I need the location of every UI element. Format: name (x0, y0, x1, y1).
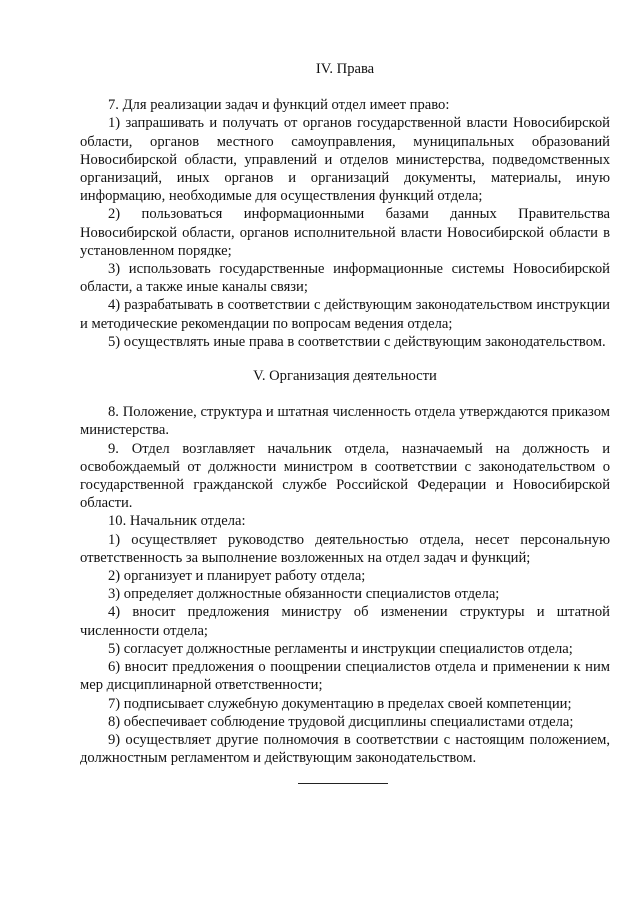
right-item-2: 2) пользоваться информационными базами данных Правительства Новосибирской области, органов исполнительной власти Новосибирской области в установленном порядке; (80, 206, 610, 259)
head-duty-9: 9) осуществляет другие полномочия в соответствии с настоящим положением, должностным регламентом и действующим законодательством. (80, 731, 610, 767)
head-duty-1: 1) осуществляет руководство деятельностью отдела, несет персональную ответственность за выполнение возложенных на отдел задач и функций; (80, 531, 610, 566)
right-item-4: 4) разрабатывать в соответствии с действующим законодательством инструкции и методические рекомендации по вопросам ведения отдела; (80, 297, 610, 332)
paragraph-8: 8. Положение, структура и штатная численность отдела утверждаются приказом министерства. (80, 404, 610, 439)
head-duty-3: 3) определяет должностные обязанности специалистов отдела; (108, 586, 500, 603)
head-duty-6: 6) вносит предложения о поощрении специалистов отдела и применении к ним мер дисциплинарной ответственности; (80, 659, 610, 694)
head-duty-7: 7) подписывает служебную документацию в пределах своей компетенции; (108, 695, 572, 712)
paragraph-7: 7. Для реализации задач и функций отдел имеет право: (108, 97, 450, 114)
head-duty-4: 4) вносит предложения министру об изменении структуры и штатной численности отдела; (80, 604, 610, 639)
head-duty-8: 8) обеспечивает соблюдение трудовой дисциплины специалистами отдела; (108, 713, 574, 730)
section-5-title: V. Организация деятельности (253, 368, 437, 385)
right-item-3: 3) использовать государственные информационные системы Новосибирской области, а также иные каналы связи; (80, 261, 610, 296)
right-item-1: 1) запрашивать и получать от органов государственной власти Новосибирской области, органов местного самоуправления, муниципальных образований Новосибирской области, управлений и отделов министерства, подведомственных организаций, иных органов и организаций документы, материалы, иную информацию, необходимые для осуществления функций отдела; (80, 115, 610, 205)
right-item-5: 5) осуществлять иные права в соответствии с действующим законодательством. (108, 333, 606, 350)
section-4-title: IV. Права (315, 61, 375, 77)
head-duty-5: 5) согласует должностные регламенты и инструкции специалистов отдела; (108, 640, 573, 657)
document-body (80, 60, 610, 767)
closing-rule (298, 783, 388, 784)
paragraph-9: 9. Отдел возглавляет начальник отдела, назначаемый на должность и освобождаемый от должности министром в соответствии с законодательством о государственной гражданской службе Российской Федерации и Новосибирской области. (80, 440, 610, 512)
head-duty-2: 2) организует и планирует работу отдела; (108, 568, 366, 585)
paragraph-10: 10. Начальник отдела: (108, 513, 246, 530)
